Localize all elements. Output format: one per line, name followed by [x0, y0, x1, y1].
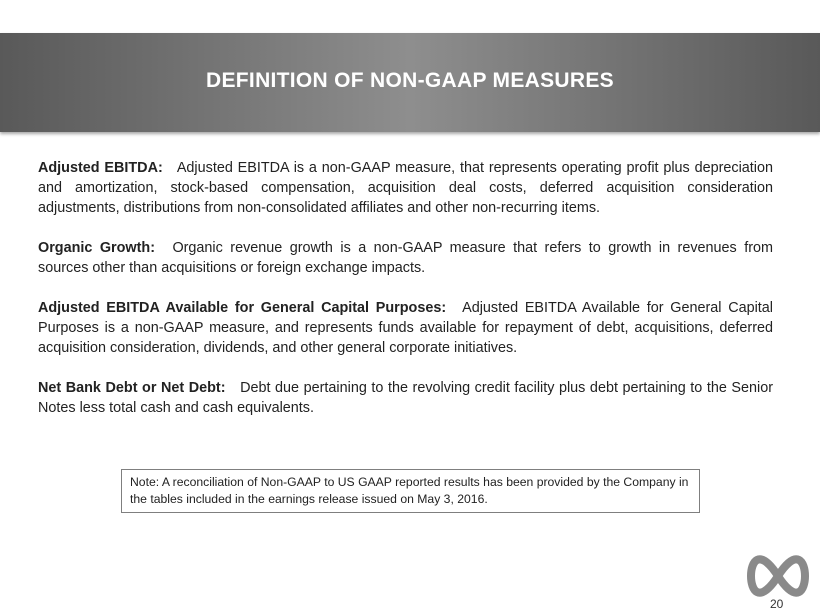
definition-net-debt — [38, 378, 773, 418]
infinity-logo-icon — [747, 552, 809, 600]
page-title: DEFINITION OF NON-GAAP MEASURES — [206, 69, 614, 92]
definition-text: Debt due pertaining to the revolving credit facility plus debt pertaining to the Senior Notes less total cash and cash equivalents. — [38, 380, 774, 416]
definition-adjusted-ebitda-general-capital — [38, 298, 773, 358]
title-banner — [0, 33, 820, 132]
definition-text: Adjusted EBITDA is a non-GAAP measure, that represents operating profit plus depreciation and amortization, stock-based compensation, acquisition deal costs, deferred acquisition consideration adjustments, distributions from non-consolidated affiliates and other non-recurring items. — [38, 160, 773, 216]
definition-text: Adjusted EBITDA Available for General Capital Purposes is a non-GAAP measure, and represents funds available for repayment of debt, acquisitions, deferred acquisition consideration, dividends, and other general corporate initiatives. — [38, 300, 773, 356]
definitions-list — [38, 158, 773, 438]
definition-term: Adjusted EBITDA Available for General Capital Purposes: — [38, 300, 447, 316]
definition-term: Net Bank Debt or Net Debt: — [38, 380, 226, 396]
definition-term: Organic Growth: — [38, 240, 155, 256]
definition-organic-growth — [38, 238, 773, 278]
page-number: 20 — [770, 597, 784, 611]
definition-adjusted-ebitda — [38, 158, 773, 218]
definition-term: Adjusted EBITDA: — [38, 160, 163, 176]
reconciliation-note: Note: A reconciliation of Non-GAAP to US GAAP reported results has been provided by the Company in the tables included in the earnings release issued on May 3, 2016. — [121, 469, 700, 513]
definition-text: Organic revenue growth is a non-GAAP measure that refers to growth in revenues from sources other than acquisitions or foreign exchange impacts. — [38, 240, 773, 276]
